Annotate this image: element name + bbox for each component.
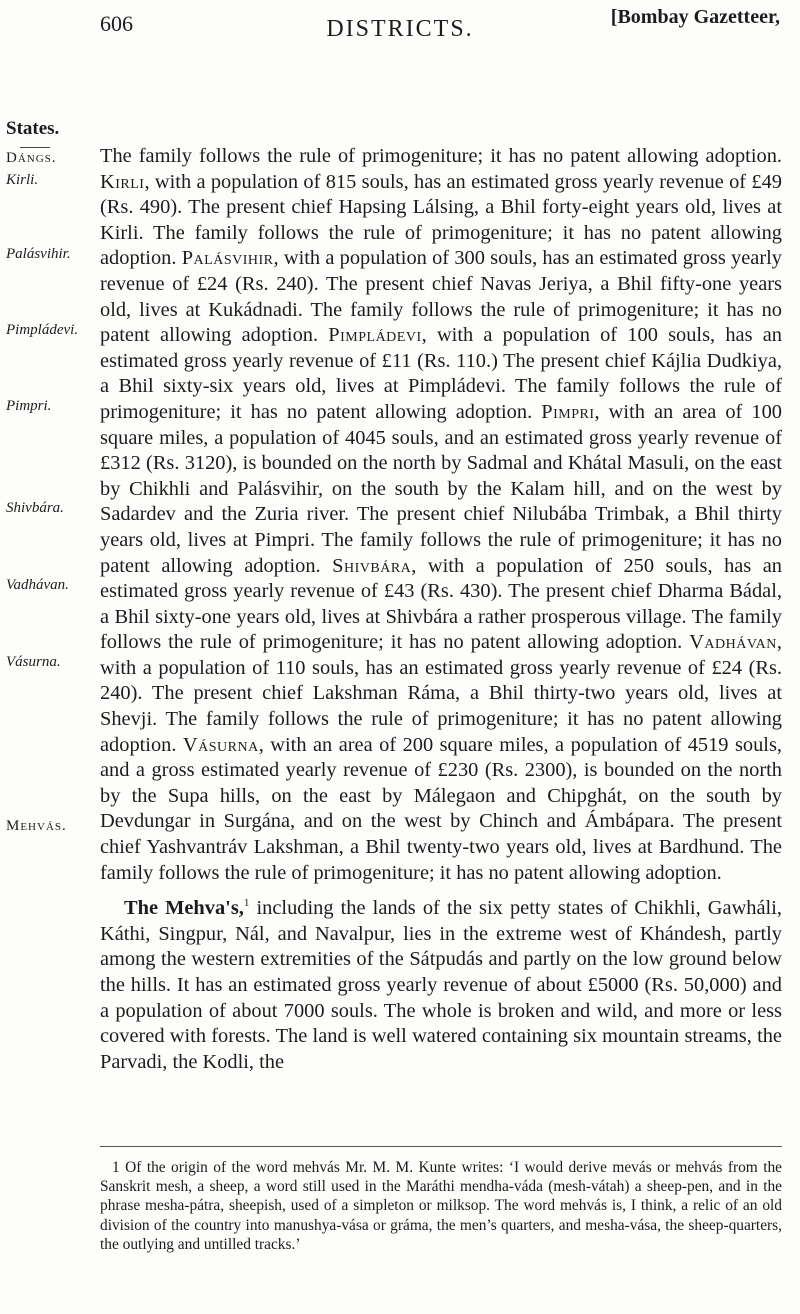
- margin-pimpri: Pimpri.: [6, 398, 52, 414]
- state-name-vasurna: Vásurna: [182, 733, 259, 756]
- margin-rule: [20, 147, 50, 148]
- mehvas-paragraph: The Mehva's,$^1$ including the lands of the six petty states of Chikhli, Gawháli, Káthi, Singpur, Nál, and Navalpur, lies in the extreme west of Khándesh, partly among the western extremities of the Sátpudás and partly on the low ground below the hills. It has an estimated gross yearly revenue of about £5000 (Rs. 50,000) and a population of about 7000 souls. The whole is broken and wild, and more or less covered with forests. The land is well watered containing six mountain streams, the Parvadi, the Kodli, the: [100, 897, 782, 1073]
- margin-shivbara: Shivbára.: [6, 500, 64, 516]
- state-name-vadhavan: Vadhávan: [689, 631, 777, 654]
- state-name-kirli: Kirli: [100, 170, 145, 193]
- footnote: [100, 1158, 782, 1254]
- margin-kirli: Kirli.: [6, 172, 39, 188]
- margin-dangs: Dángs.: [6, 150, 57, 166]
- state-name-shivbara: Shivbára: [332, 554, 412, 577]
- main-text: [100, 144, 782, 1075]
- margin-vasurna: Vásurna.: [6, 654, 61, 670]
- margin-pimpladevi: Pimpládevi.: [6, 322, 79, 338]
- margin-vadhavan: Vadhávan.: [6, 577, 69, 593]
- page-number: 606: [100, 11, 133, 36]
- mehvas-heading: The Mehva's,: [124, 897, 244, 920]
- footnote-ref: 1: [243, 897, 250, 910]
- state-name-pimpladevi: Pimpládevi: [328, 324, 422, 347]
- state-name-palasvihir: Palásvihir: [181, 247, 274, 270]
- running-head: DISTRICTS.: [326, 16, 474, 42]
- states-paragraph: The family follows the rule of primogeniture; it has no patent allowing adoption. Kirli, with a population of 815 souls, has an estimated gross yearly revenue of £49 (Rs. 490). The present chief Hapsing Lálsing, a Bhil forty-eight years old, lives at Kirli. The family follows the rule of primogeniture; it has no patent allowing adoption. Palásvihir, with a population of 300 souls, has an estimated gross yearly revenue of £24 (Rs. 240). The present chief Navas Jeriya, a Bhil fifty-one years old, lives at Kukádnadi. The family follows the rule of primogeniture; it has no patent allowing adoption. Pimpládevi, with a population of 100 souls, has an estimated gross yearly revenue of £11 (Rs. 110.) The present chief Kájlia Dudkiya, a Bhil sixty-six years old, lives at Pimpládevi. The family follows the rule of primogeniture; it has no patent allowing adoption. Pimpri, with an area of 100 square miles, a population of 4045 souls, and an estimated gross yearly revenue of £312 (Rs. 3120), is bounded on the north by Sadmal and Khátal Masuli, on the east by Chikhli and Palásvihir, on the south by the Kalam hill, and on the west by Sadardev and the Zuria river. The present chief Nilubába Trimbak, a Bhil thirty years old, lives at Pimpri. The family follows the rule of primogeniture; it has no patent allowing adoption. Shivbára, with a population of 250 souls, has an estimated gross yearly revenue of £43 (Rs. 430). The present chief Dharma Bádal, a Bhil sixty-one years old, lives at Shivbára a rather prosperous village. The family follows the rule of primogeniture; it has no patent allowing adoption. Vadhávan, with a population of 110 souls, has an estimated gross yearly revenue of £24 (Rs. 240). The present chief Lakshman Ráma, a Bhil thirty-two years old, lives at Shevji. The family follows the rule of primogeniture; it has no patent allowing adoption. Vásurna, with an area of 200 square miles, a population of 4519 souls, and a gross estimated yearly revenue of £230 (Rs. 2300), is bounded on the north by the Supa hills, on the east by Málegaon and Chipghát, on the south by Devdungar in Surgána, and on the west by Chinch and Ámbápara. The present chief Yashvantráv Lakshman, a Bhil twenty-two years old, lives at Bardhund. The family follows the rule of primogeniture; it has no patent allowing adoption.: [100, 145, 783, 884]
- margin-mehvas: Mehvás.: [6, 818, 67, 834]
- margin-states: States.: [6, 118, 60, 139]
- footnote-rule: [100, 1146, 782, 1147]
- state-name-pimpri: Pimpri: [541, 400, 595, 423]
- publication-title: [Bombay Gazetteer,: [610, 6, 780, 28]
- margin-palasvihir: Palásvihir.: [6, 246, 71, 262]
- footnote-text: 1 Of the origin of the word mehvás Mr. M. M. Kunte writes: ‘I would derive mevás or mehvás from the Sanskrit mesh, a sheep, a word still used in the Maráthi mendha-váda (mesh-vátah) a sheep-pen, and in the phrase mesha-pátra, sheepish, used of a simpleton or milksop. The word mehvás is, I think, a relic of an old division of the country into manushya-vása or gráma, the men’s quarters, and mesha-vása, the sheep-quarters, the outlying and untilled tracks.’: [100, 1159, 782, 1253]
